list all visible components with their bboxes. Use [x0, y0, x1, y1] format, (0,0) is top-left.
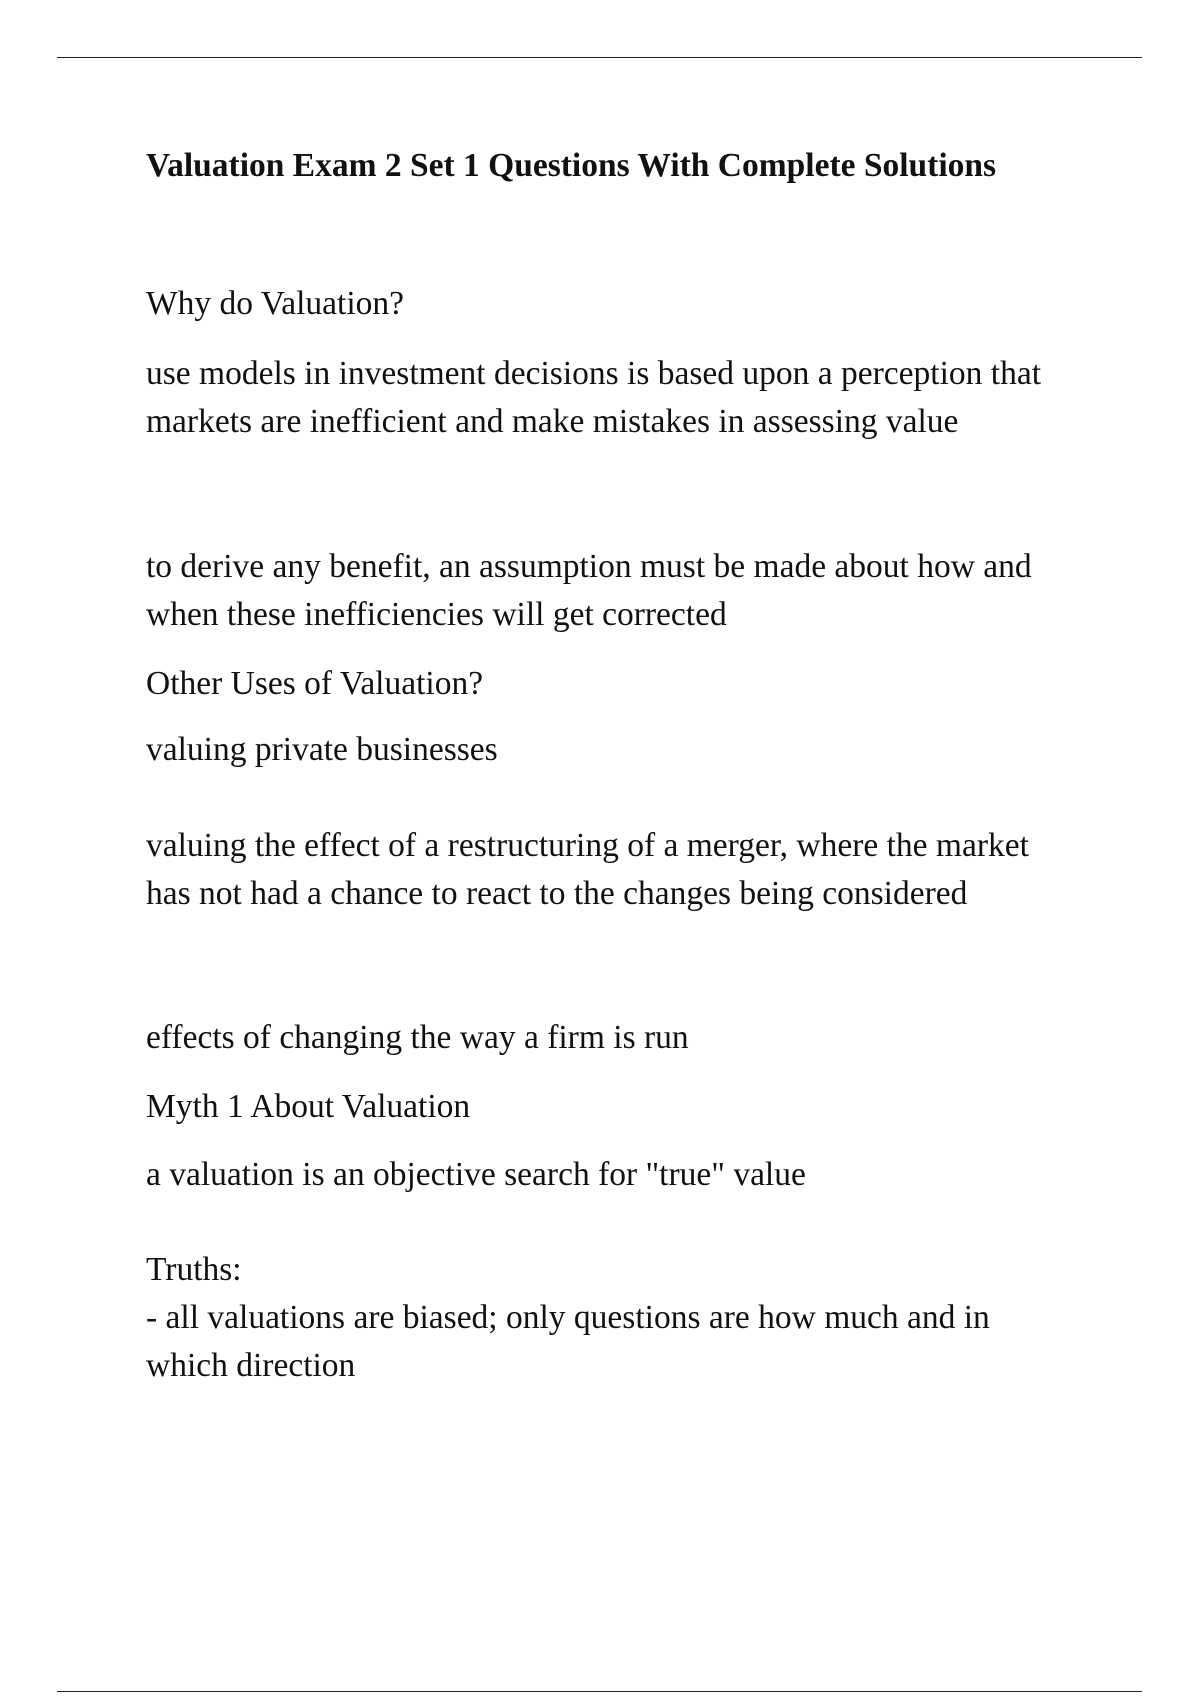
question-1: Why do Valuation?	[146, 285, 405, 322]
answer-1-paragraph-2: to derive any benefit, an assumption must be made about how and when these inefficiencies will get corrected	[146, 548, 1032, 633]
answer-1-paragraph-1: use models in investment decisions is based upon a perception that markets are inefficient and make mistakes in assessing value	[146, 355, 1042, 440]
answer-2-paragraph-3: effects of changing the way a firm is run	[146, 1019, 689, 1056]
answer-2-paragraph-1: valuing private businesses	[146, 731, 498, 768]
question-2: Other Uses of Valuation?	[146, 665, 484, 702]
question-3: Myth 1 About Valuation	[146, 1088, 471, 1125]
answer-3-paragraph-1: a valuation is an objective search for "true" value	[146, 1156, 806, 1193]
truths-label: Truths:	[146, 1251, 242, 1288]
header-rule	[57, 57, 1142, 58]
answer-3-paragraph-2	[146, 1246, 1076, 1390]
truths-item-1: - all valuations are biased; only questions are how much and in which direction	[146, 1299, 990, 1384]
document-title: Valuation Exam 2 Set 1 Questions With Complete Solutions	[146, 147, 997, 184]
footer-rule	[57, 1691, 1142, 1692]
answer-2-paragraph-2: valuing the effect of a restructuring of a merger, where the market has not had a chance to react to the changes being considered	[146, 827, 1029, 912]
